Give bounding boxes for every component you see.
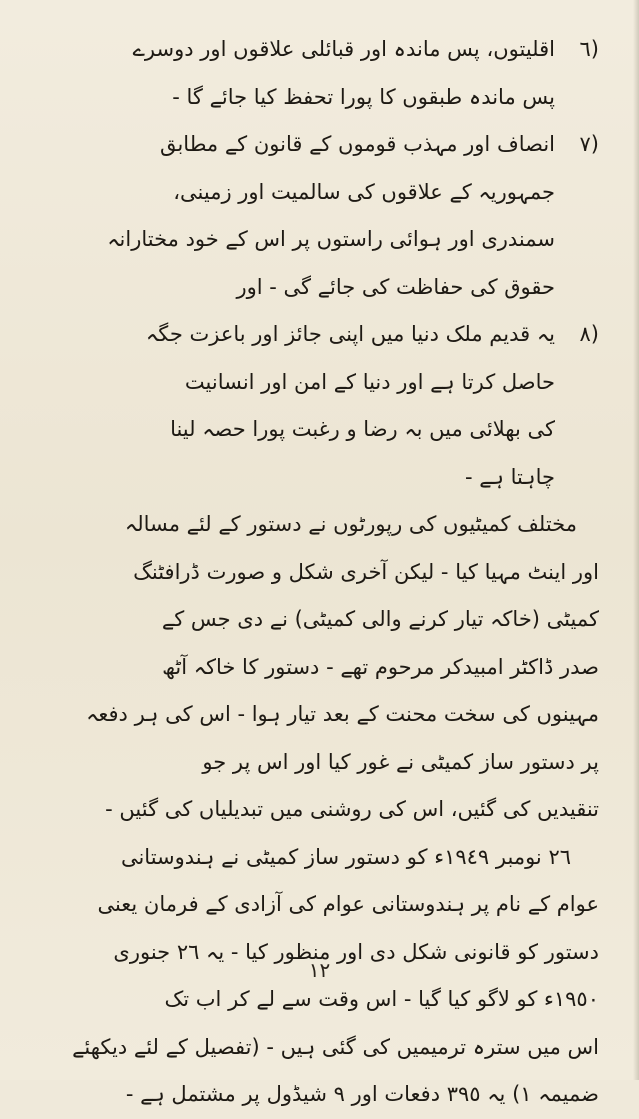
paragraph-2-line-2: عوام کے نام پر ہندوستانی عوام کی آزادی کے فرمان یعنی xyxy=(97,892,599,916)
item-6-line-1: (٦اقلیتوں، پس ماندہ اور قبائلی علاقوں اور دوسرے xyxy=(36,26,599,74)
paragraph-1-line-2: اور اینٹ مہیا کیا - لیکن آخری شکل و صورت ڈرافٹنگ xyxy=(133,559,599,584)
item-6-line-2: پس ماندہ طبقوں کا پورا تحفظ کیا جائے گا - xyxy=(172,84,555,109)
item-7-line-2: جمہوریہ کے علاقوں کی سالمیت اور زمینی، xyxy=(173,179,555,204)
paragraph-1-line-7: تنقیدیں کی گئیں، اس کی روشنی میں تبدیلیاں کی گئیں - xyxy=(105,797,599,821)
item-8-line-3: کی بھلائی میں بہ رضا و رغبت پورا حصہ لینا xyxy=(170,417,555,441)
paragraph-2-line-6: ضمیمہ ١) یہ ٣٩٥ دفعات اور ٩ شیڈول پر مشتمل ہے - xyxy=(125,1082,599,1106)
paragraph-2-line-5: اس میں سترہ ترمیمیں کی گئی ہیں - (تفصیل کے لئے دیکھئے xyxy=(72,1034,599,1059)
paragraph-1-line-3: کمیٹی (خاکہ تیار کرنے والی کمیٹی) نے دی جس کے xyxy=(161,607,599,631)
paragraph-1-line-6: پر دستور ساز کمیٹی نے غور کیا اور اس پر جو xyxy=(202,749,599,774)
paragraph-2-line-4: ١٩٥٠ء کو لاگو کیا گیا - اس وقت سے لے کر اب تک xyxy=(164,987,599,1011)
item-7-line-3: سمندری اور ہوائی راستوں پر اس کے خود مختارانہ xyxy=(107,227,555,251)
paragraph-2-line-3: دستور کو قانونی شکل دی اور منظور کیا - یہ ٢٦ جنوری xyxy=(113,939,599,964)
paragraph-1-line-4: صدر ڈاکٹر امبیدکر مرحوم تھے - دستور کا خاکہ آٹھ xyxy=(162,654,599,679)
page-text xyxy=(36,26,599,1119)
item-8-line-1: (٨یہ قدیم ملک دنیا میں اپنی جائز اور باعزت جگہ xyxy=(36,311,599,359)
page-number: ١٢ xyxy=(308,958,331,982)
item-7-number: (٧ xyxy=(579,132,599,156)
item-8-line-4: چاہتا ہے - xyxy=(465,464,555,489)
paragraph-2-line-1: ٢٦ نومبر ١٩٤٩ء کو دستور ساز کمیٹی نے ہندوستانی xyxy=(120,844,571,869)
item-8-line-2: حاصل کرتا ہے اور دنیا کے امن اور انسانیت xyxy=(184,369,555,394)
item-6-number: (٦ xyxy=(579,37,599,61)
paragraph-1-line-1: مختلف کمیٹیوں کی رپورٹوں نے دستور کے لئے مسالہ xyxy=(124,512,577,536)
item-7-line-4: حقوق کی حفاظت کی جائے گی - اور xyxy=(236,274,555,299)
item-8-number: (٨ xyxy=(579,322,599,346)
paragraph-1-line-5: مہینوں کی سخت محنت کے بعد تیار ہوا - اس کی ہر دفعہ xyxy=(86,702,599,726)
item-7-line-1: (٧انصاف اور مہذب قوموں کے قانون کے مطابق xyxy=(36,121,599,169)
page-edge-shadow xyxy=(633,0,639,1080)
